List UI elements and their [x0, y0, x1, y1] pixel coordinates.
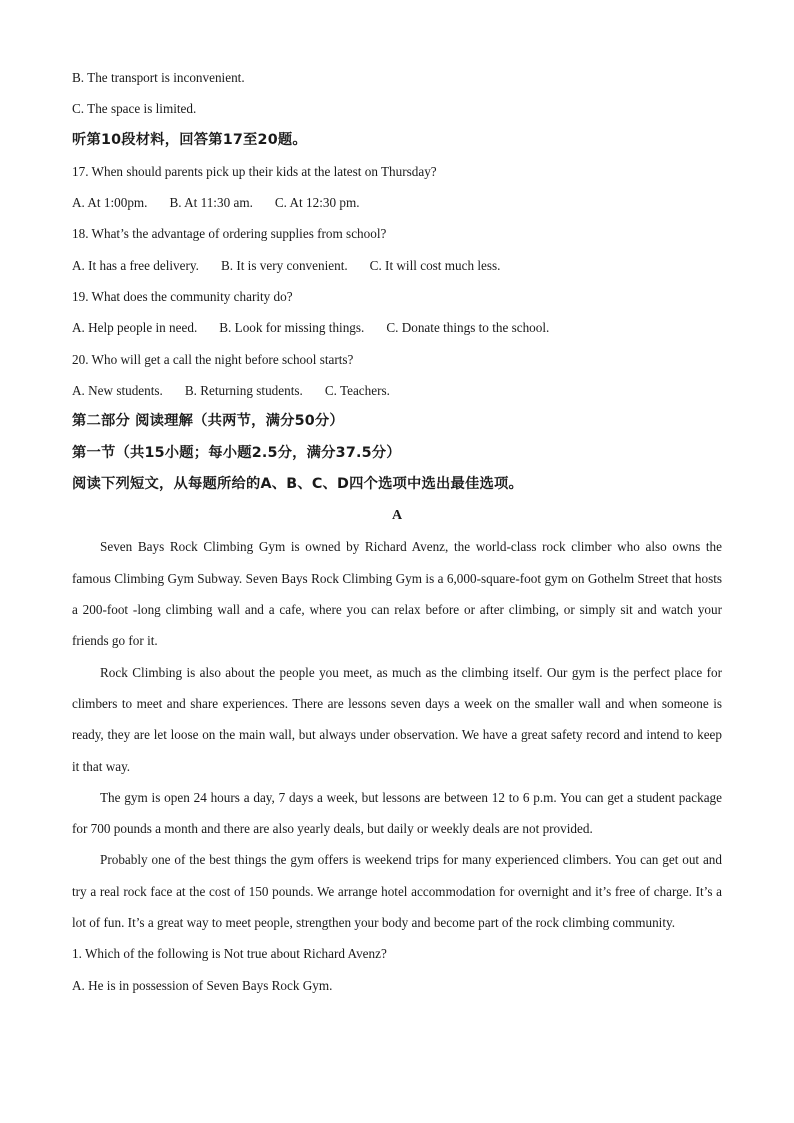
section10-heading: 听第10段材料，回答第17至20题。 — [72, 131, 307, 148]
question-19-options — [72, 312, 722, 343]
passage-title: A — [391, 508, 403, 524]
paragraph-1: Seven Bays Rock Climbing Gym is owned by Richard Avenz, the world-class rock climber who also owns the famous Climbing Gym Subway. Seven Bays Rock Climbing Gym is a 6,000-square-foot gym on Gothelm Street that hosts a 200-foot -long climbing wall and a cafe, where you can relax before or after climbing, or simply sit and watch your friends go for it. — [72, 539, 722, 649]
question-17-options — [72, 187, 722, 218]
q17-option-c: C. At 12:30 pm. — [274, 195, 360, 211]
q18-option-a: A. It has a free delivery. — [72, 257, 199, 273]
question-1: 1. Which of the following is Not true about Richard Avenz? — [72, 946, 387, 962]
question-20: 20. Who will get a call the night before school starts? — [72, 351, 354, 367]
paragraph-3: The gym is open 24 hours a day, 7 days a week, but lessons are between 12 to 6 p.m. You can get a student package for 700 pounds a month and there are also yearly deals, but daily or weekly deals are not provided. — [72, 789, 722, 837]
q17-option-a: A. At 1:00pm. — [72, 195, 148, 211]
q18-option-b: B. It is very convenient. — [220, 257, 348, 273]
question-19: 19. What does the community charity do? — [72, 289, 293, 305]
paragraph-2: Rock Climbing is also about the people you meet, as much as the climbing itself. Our gym is the perfect place for climbers to meet and share experiences. There are lessons seven days a week on the smaller wall and when someone is ready, they are let loose on the main wall, but always under observation. We have a great safety record and intend to keep it that way. — [72, 664, 722, 774]
q17-option-b: B. At 11:30 am. — [169, 195, 253, 211]
reading-instruction: 阅读下列短文，从每题所给的A、B、C、D四个选项中选出最佳选项。 — [72, 475, 524, 492]
q20-option-b: B. Returning students. — [184, 382, 303, 398]
question-18: 18. What’s the advantage of ordering supplies from school? — [72, 226, 387, 242]
q19-option-b: B. Look for missing things. — [219, 320, 365, 336]
q18-option-c: C. It will cost much less. — [369, 257, 501, 273]
exam-page — [72, 62, 722, 1001]
question-18-options — [72, 250, 722, 281]
q20-option-a: A. New students. — [72, 382, 163, 398]
part2-heading: 第二部分 阅读理解（共两节，满分50分） — [72, 413, 344, 430]
option-b-previous: B. The transport is inconvenient. — [72, 70, 245, 85]
paragraph-4: Probably one of the best things the gym offers is weekend trips for many experienced climbers. You can get out and try a real rock face at the cost of 150 pounds. We arrange hotel accommodation for overnight and it’s free of charge. It’s a lot of fun. It’s a great way to meet people, strengthen your body and become part of the rock climbing community. — [72, 852, 722, 931]
question-1-option-a: A. He is in possession of Seven Bays Rock Gym. — [72, 977, 333, 993]
option-c-previous: C. The space is limited. — [72, 101, 197, 117]
q19-option-a: A. Help people in need. — [72, 320, 198, 336]
q20-option-c: C. Teachers. — [324, 382, 390, 398]
section1-heading: 第一节（共15小题；每小题2.5分，满分37.5分） — [72, 444, 401, 461]
question-17: 17. When should parents pick up their kids at the latest on Thursday? — [72, 163, 437, 179]
question-20-options — [72, 375, 722, 406]
q19-option-c: C. Donate things to the school. — [386, 320, 550, 336]
